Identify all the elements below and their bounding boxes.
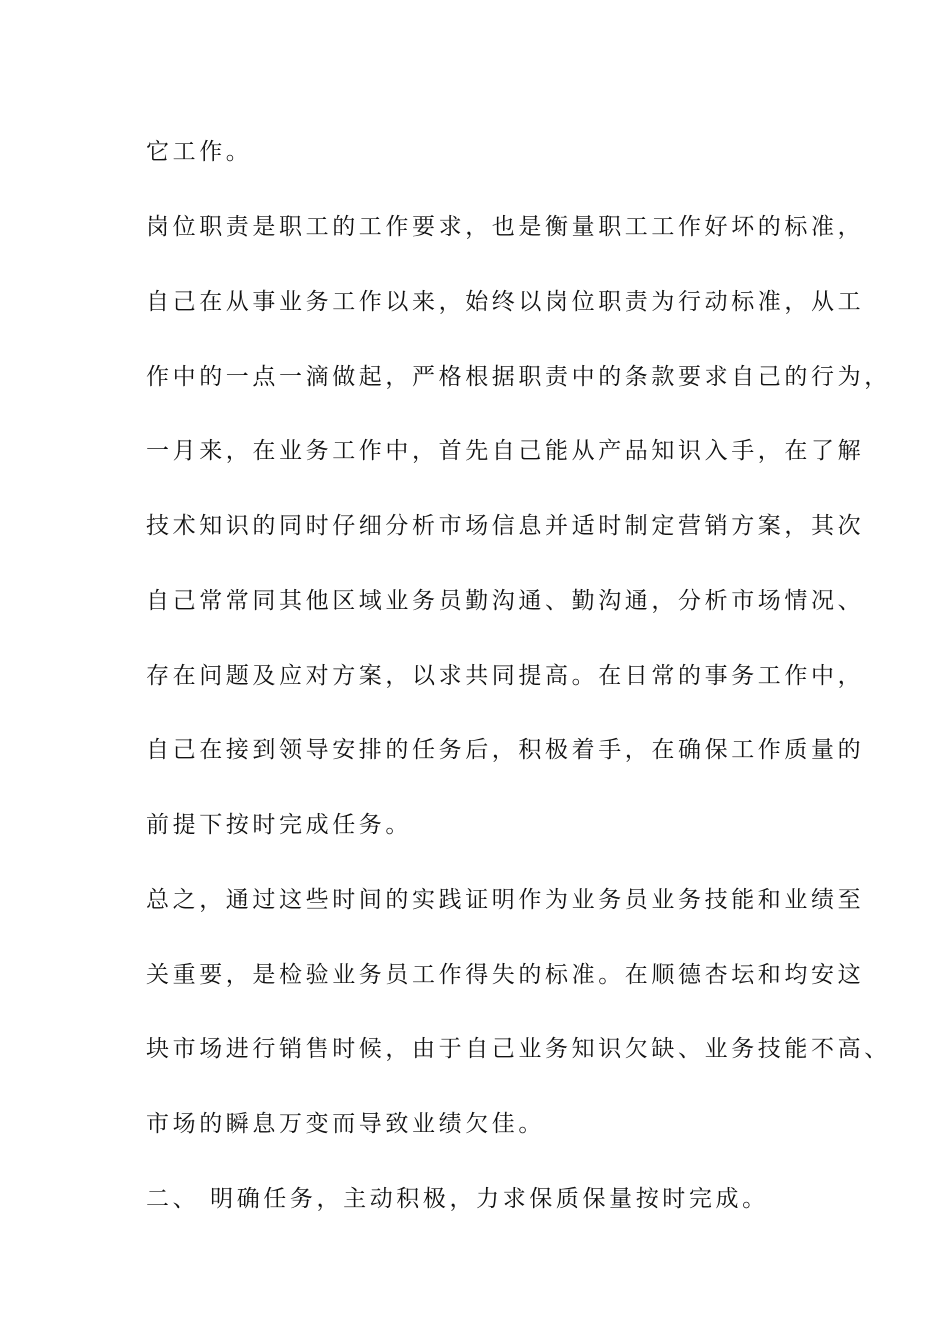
text-line: 块市场进行销售时候，由于自己业务知识欠缺、业务技能不高、: [146, 1036, 891, 1062]
text-line: 它工作。: [146, 139, 253, 165]
text-line: 自己在接到领导安排的任务后，积极着手，在确保工作质量的: [146, 737, 865, 763]
text-line: 岗位职责是职工的工作要求，也是衡量职工工作好坏的标准，: [146, 214, 865, 240]
text-line: 市场的瞬息万变而导致业绩欠佳。: [146, 1111, 545, 1137]
text-line: 总之，通过这些时间的实践证明作为业务员业务技能和业绩至: [146, 887, 865, 913]
text-line: 关重要，是检验业务员工作得失的标准。在顺德杏坛和均安这: [146, 962, 865, 988]
text-line: 存在问题及应对方案，以求共同提高。在日常的事务工作中，: [146, 663, 865, 689]
text-line: 作中的一点一滴做起，严格根据职责中的条款要求自己的行为，: [146, 364, 891, 390]
text-line: 自己常常同其他区域业务员勤沟通、勤沟通，分析市场情况、: [146, 588, 865, 614]
text-line: 前提下按时完成任务。: [146, 812, 412, 838]
text-line: 一月来，在业务工作中，首先自己能从产品知识入手，在了解: [146, 438, 865, 464]
text-line: 二、 明确任务，主动积极，力求保质保量按时完成。: [146, 1186, 769, 1212]
text-line: 自己在从事业务工作以来，始终以岗位职责为行动标准，从工: [146, 289, 865, 315]
text-line: 技术知识的同时仔细分析市场信息并适时制定营销方案，其次: [146, 513, 865, 539]
